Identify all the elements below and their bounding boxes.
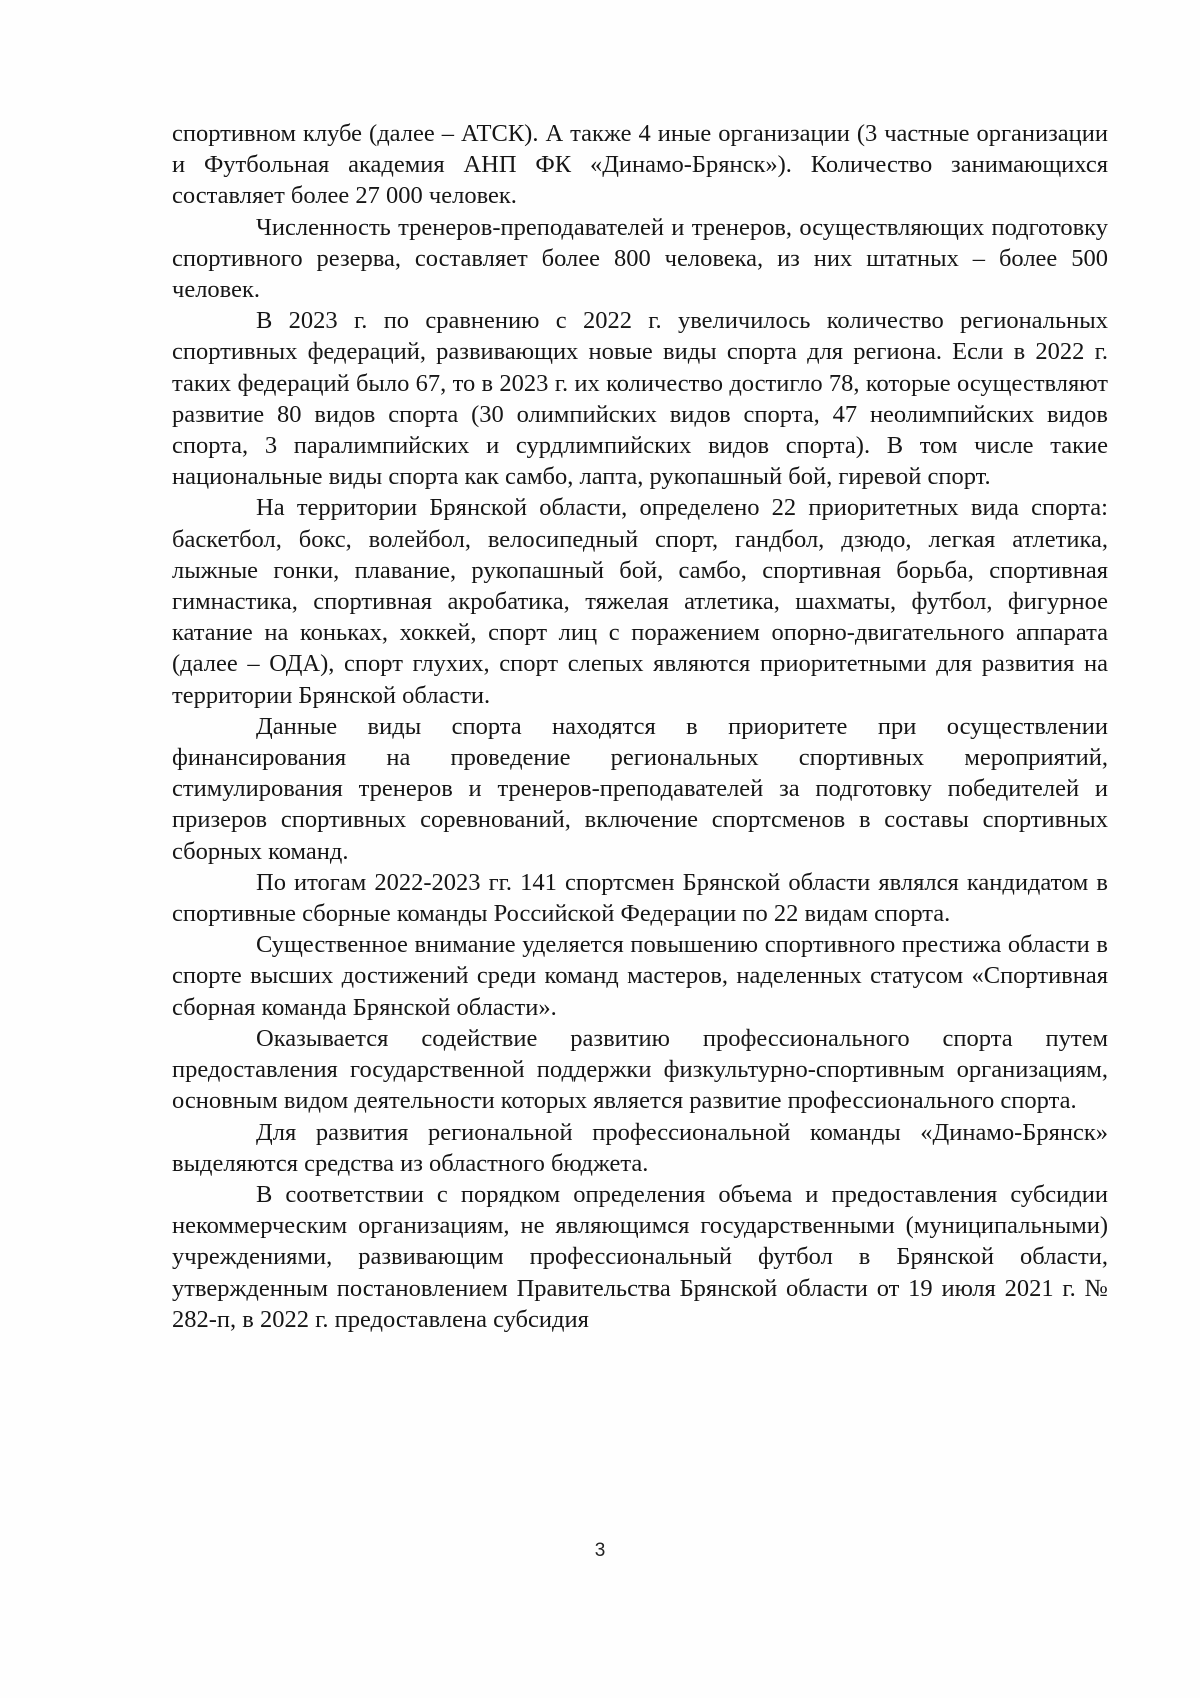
paragraph-national-team-candidates: По итогам 2022-2023 гг. 141 спортсмен Брянской области являлся кандидатом в спортивные сборные команды Российской Федерации по 22 видам спорта. [172,868,1108,928]
document-body [172,118,1108,1335]
paragraph-subsidy: В соответствии с порядком определения объема и предоставления субсидии некоммерческим организациям, не являющимся государственными (муниципальными) учреждениями, развивающим профессиональный футбол в Брянской области, утвержденным постановлением Правительства Брянской области от 19 июля 2021 г. № 282-п, в 2022 г. предоставлена субсидия [172,1180,1108,1333]
paragraph-federations: В 2023 г. по сравнению с 2022 г. увеличилось количество региональных спортивных федераций, развивающих новые виды спорта для региона. Если в 2022 г. таких федераций было 67, то в 2023 г. их количество достигло 78, которые осуществляют развитие 80 видов спорта (30 олимпийских видов спорта, 47 неолимпийских видов спорта, 3 паралимпийских и сурдлимпийских видов спорта). В том числе такие национальные виды спорта как самбо, лапта, рукопашный бой, гиревой спорт. [172,307,1108,491]
paragraph-continuation: спортивном клубе (далее – АТСК). А также 4 иные организации (3 частные организации и Футбольная академия АНП ФК «Динамо-Брянск»). Количество занимающихся составляет более 27 000 человек. [172,120,1108,210]
paragraph-dinamo-funding: Для развития региональной профессиональной команды «Динамо-Брянск» выделяются средства из областного бюджета. [172,1118,1108,1177]
paragraph-prestige: Существенное внимание уделяется повышению спортивного престижа области в спорте высших достижений среди команд мастеров, наделенных статусом «Спортивная сборная команда Брянской области». [172,931,1108,1021]
paragraph-coaches: Численность тренеров-преподавателей и тренеров, осуществляющих подготовку спортивного резерва, составляет более 800 человека, из них штатных – более 500 человек. [172,213,1108,304]
paragraph-professional-support: Оказывается содействие развитию профессионального спорта путем предоставления государственной поддержки физкультурно-спортивным организациям, основным видом деятельности которых является развитие профессионального спорта. [172,1024,1108,1115]
paragraph-financing: Данные виды спорта находятся в приоритете при осуществлении финансирования на проведение региональных спортивных мероприятий, стимулирования тренеров и тренеров-преподавателей за подготовку победителей и призеров спортивных соревнований, включение спортсменов в составы спортивных сборных команд. [172,712,1108,865]
page-number: 3 [594,1540,606,1561]
paragraph-priority-sports: На территории Брянской области, определено 22 приоритетных вида спорта: баскетбол, бокс, волейбол, велосипедный спорт, гандбол, дзюдо, легкая атлетика, лыжные гонки, плавание, рукопашный бой, самбо, спортивная борьба, спортивная гимнастика, спортивная акробатика, тяжелая атлетика, шахматы, футбол, фигурное катание на коньках, хоккей, спорт лиц с поражением опорно-двигательного аппарата (далее – ОДА), спорт глухих, спорт слепых являются приоритетными для развития на территории Брянской области. [172,494,1108,709]
